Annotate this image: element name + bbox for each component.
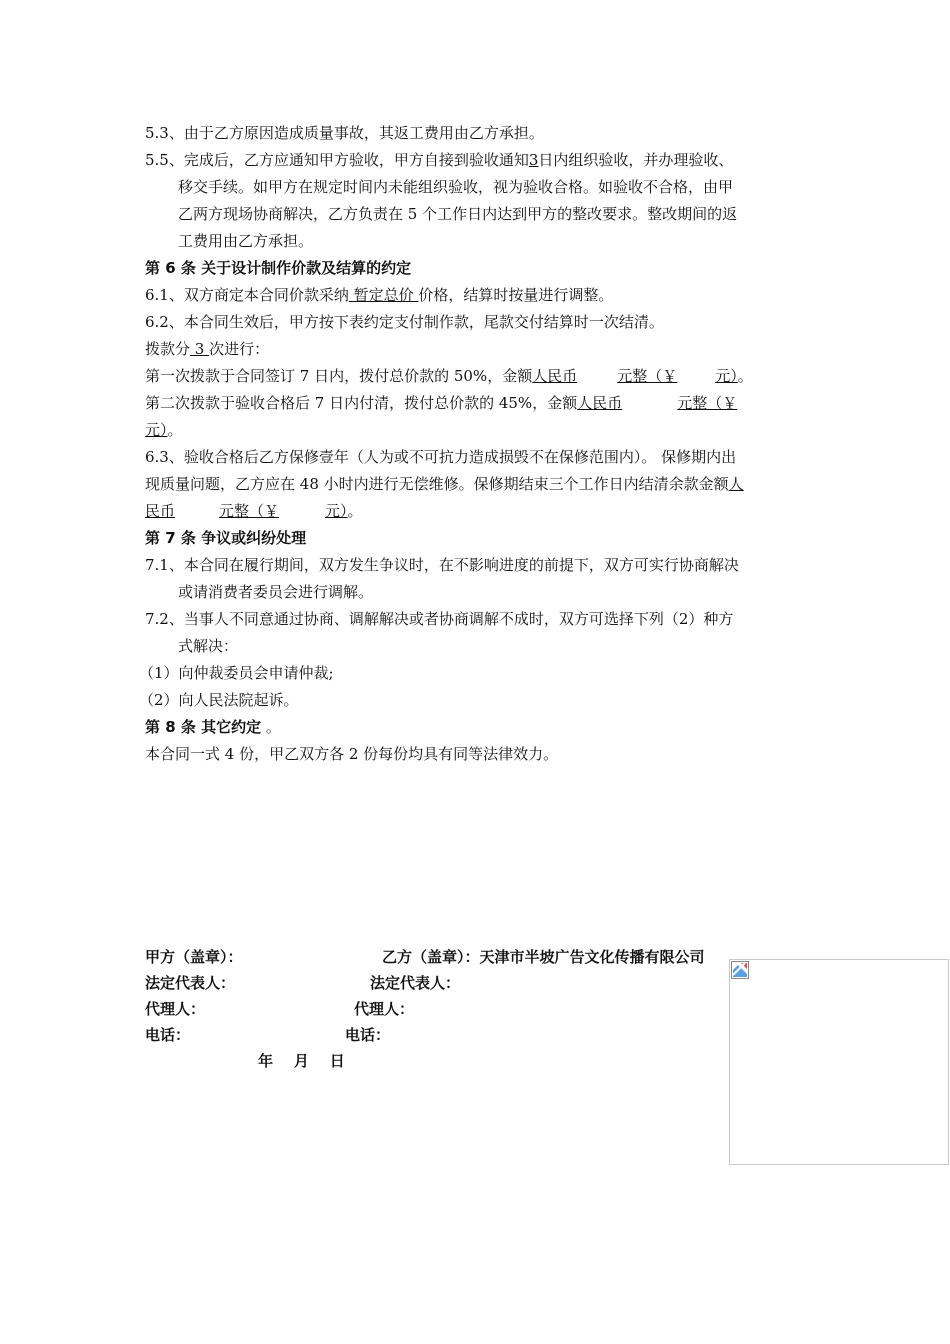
- balance-amount: 民币 元整（￥ 元）: [145, 502, 348, 520]
- second-payment: 第二次拨款于验收合格后 7 日内付清，拨付总价款的 45%，金额人民币 元整（￥: [145, 394, 738, 412]
- seal-image-frame: [729, 959, 949, 1165]
- contract-body: [139, 120, 807, 768]
- clause-5-5-cont: 乙两方现场协商解决，乙方负责在 5 个工作日内达到甲方的整改要求。整改期间的返: [178, 205, 738, 223]
- clause-5-3: 5.3、由于乙方原因造成质量事故，其返工费用由乙方承担。: [145, 124, 544, 142]
- article-7-heading: 第 7 条 争议或纠纷处理: [145, 529, 307, 547]
- article-8-heading: 第 8 条 其它约定 。: [145, 718, 281, 736]
- clause-7-2: 7.2、当事人不同意通过协商、调解解决或者协商调解不成时，双方可选择下列（2）种方: [145, 610, 734, 628]
- clause-6-3-cont: 民币 元整（￥ 元）。: [145, 502, 363, 520]
- article-6-heading: 第 6 条 关于设计制作价款及结算的约定: [145, 259, 412, 277]
- option-1: （1）向仲裁委员会申请仲裁;: [139, 664, 334, 682]
- clause-6-1: 6.1、双方商定本合同价款采纳 暂定总价 价格，结算时按量进行调整。: [145, 286, 614, 304]
- payment-count: 拨款分 3 次进行：: [145, 340, 270, 358]
- clause-6-3: 6.3、验收合格后乙方保修壹年（人为或不可抗力造成损毁不在保修范围内）。 保修期内出: [145, 448, 737, 466]
- party-a-phone-label: 电话：: [145, 1026, 191, 1044]
- party-b-seal-label: 乙方（盖章）：天津市半坡广告文化传播有限公司: [382, 948, 705, 966]
- clause-5-5-cont: 移交手续。如甲方在规定时间内未能组织验收，视为验收合格。如验收不合格，由甲: [178, 178, 734, 196]
- party-b-agent-label: 代理人：: [354, 1000, 415, 1018]
- second-payment-amount: 人民币 元整（￥: [577, 394, 738, 412]
- clause-6-2: 6.2、本合同生效后，甲方按下表约定支付制作款，尾款交付结算时一次结清。: [145, 313, 664, 331]
- payment-count-value: 3: [190, 340, 210, 358]
- clause-5-5: 5.5、完成后，乙方应通知甲方验收，甲方自接到验收通知3日内组织验收，并办理验收、: [145, 151, 734, 169]
- clause-7-1: 7.1、本合同在履行期间，双方发生争议时，在不影响进度的前提下，双方可实行协商解决: [145, 556, 739, 574]
- second-payment-cont: 元）。: [145, 421, 183, 439]
- party-b-rep-label: 法定代表人：: [370, 974, 461, 992]
- first-payment-amount: 人民币 元整（￥ 元）: [532, 367, 738, 385]
- clause-5-5-cont: 工费用由乙方承担。: [178, 232, 314, 250]
- date-label: 年 月 日: [258, 1052, 345, 1070]
- party-b-phone-label: 电话：: [345, 1026, 391, 1044]
- copies-clause: 本合同一式 4 份，甲乙双方各 2 份每份均具有同等法律效力。: [145, 745, 559, 763]
- party-a-agent-label: 代理人：: [145, 1000, 206, 1018]
- clause-6-3-cont: 现质量问题，乙方应在 48 小时内进行无偿维修。保修期结束三个工作日内结清余款金额人: [145, 475, 744, 493]
- first-payment: 第一次拨款于合同签订 7 日内，拨付总价款的 50%，金额人民币 元整（￥ 元）。: [145, 367, 753, 385]
- clause-7-1-cont: 或请消费者委员会进行调解。: [178, 583, 374, 601]
- clause-7-2-cont: 式解决：: [178, 637, 239, 655]
- price-type-value: 暂定总价: [348, 286, 419, 304]
- broken-image-icon: [731, 961, 749, 979]
- party-a-seal-label: 甲方（盖章）：: [145, 948, 243, 966]
- party-a-rep-label: 法定代表人：: [145, 974, 236, 992]
- option-2: （2）向人民法院起诉。: [139, 691, 299, 709]
- days-value: 3: [528, 151, 539, 169]
